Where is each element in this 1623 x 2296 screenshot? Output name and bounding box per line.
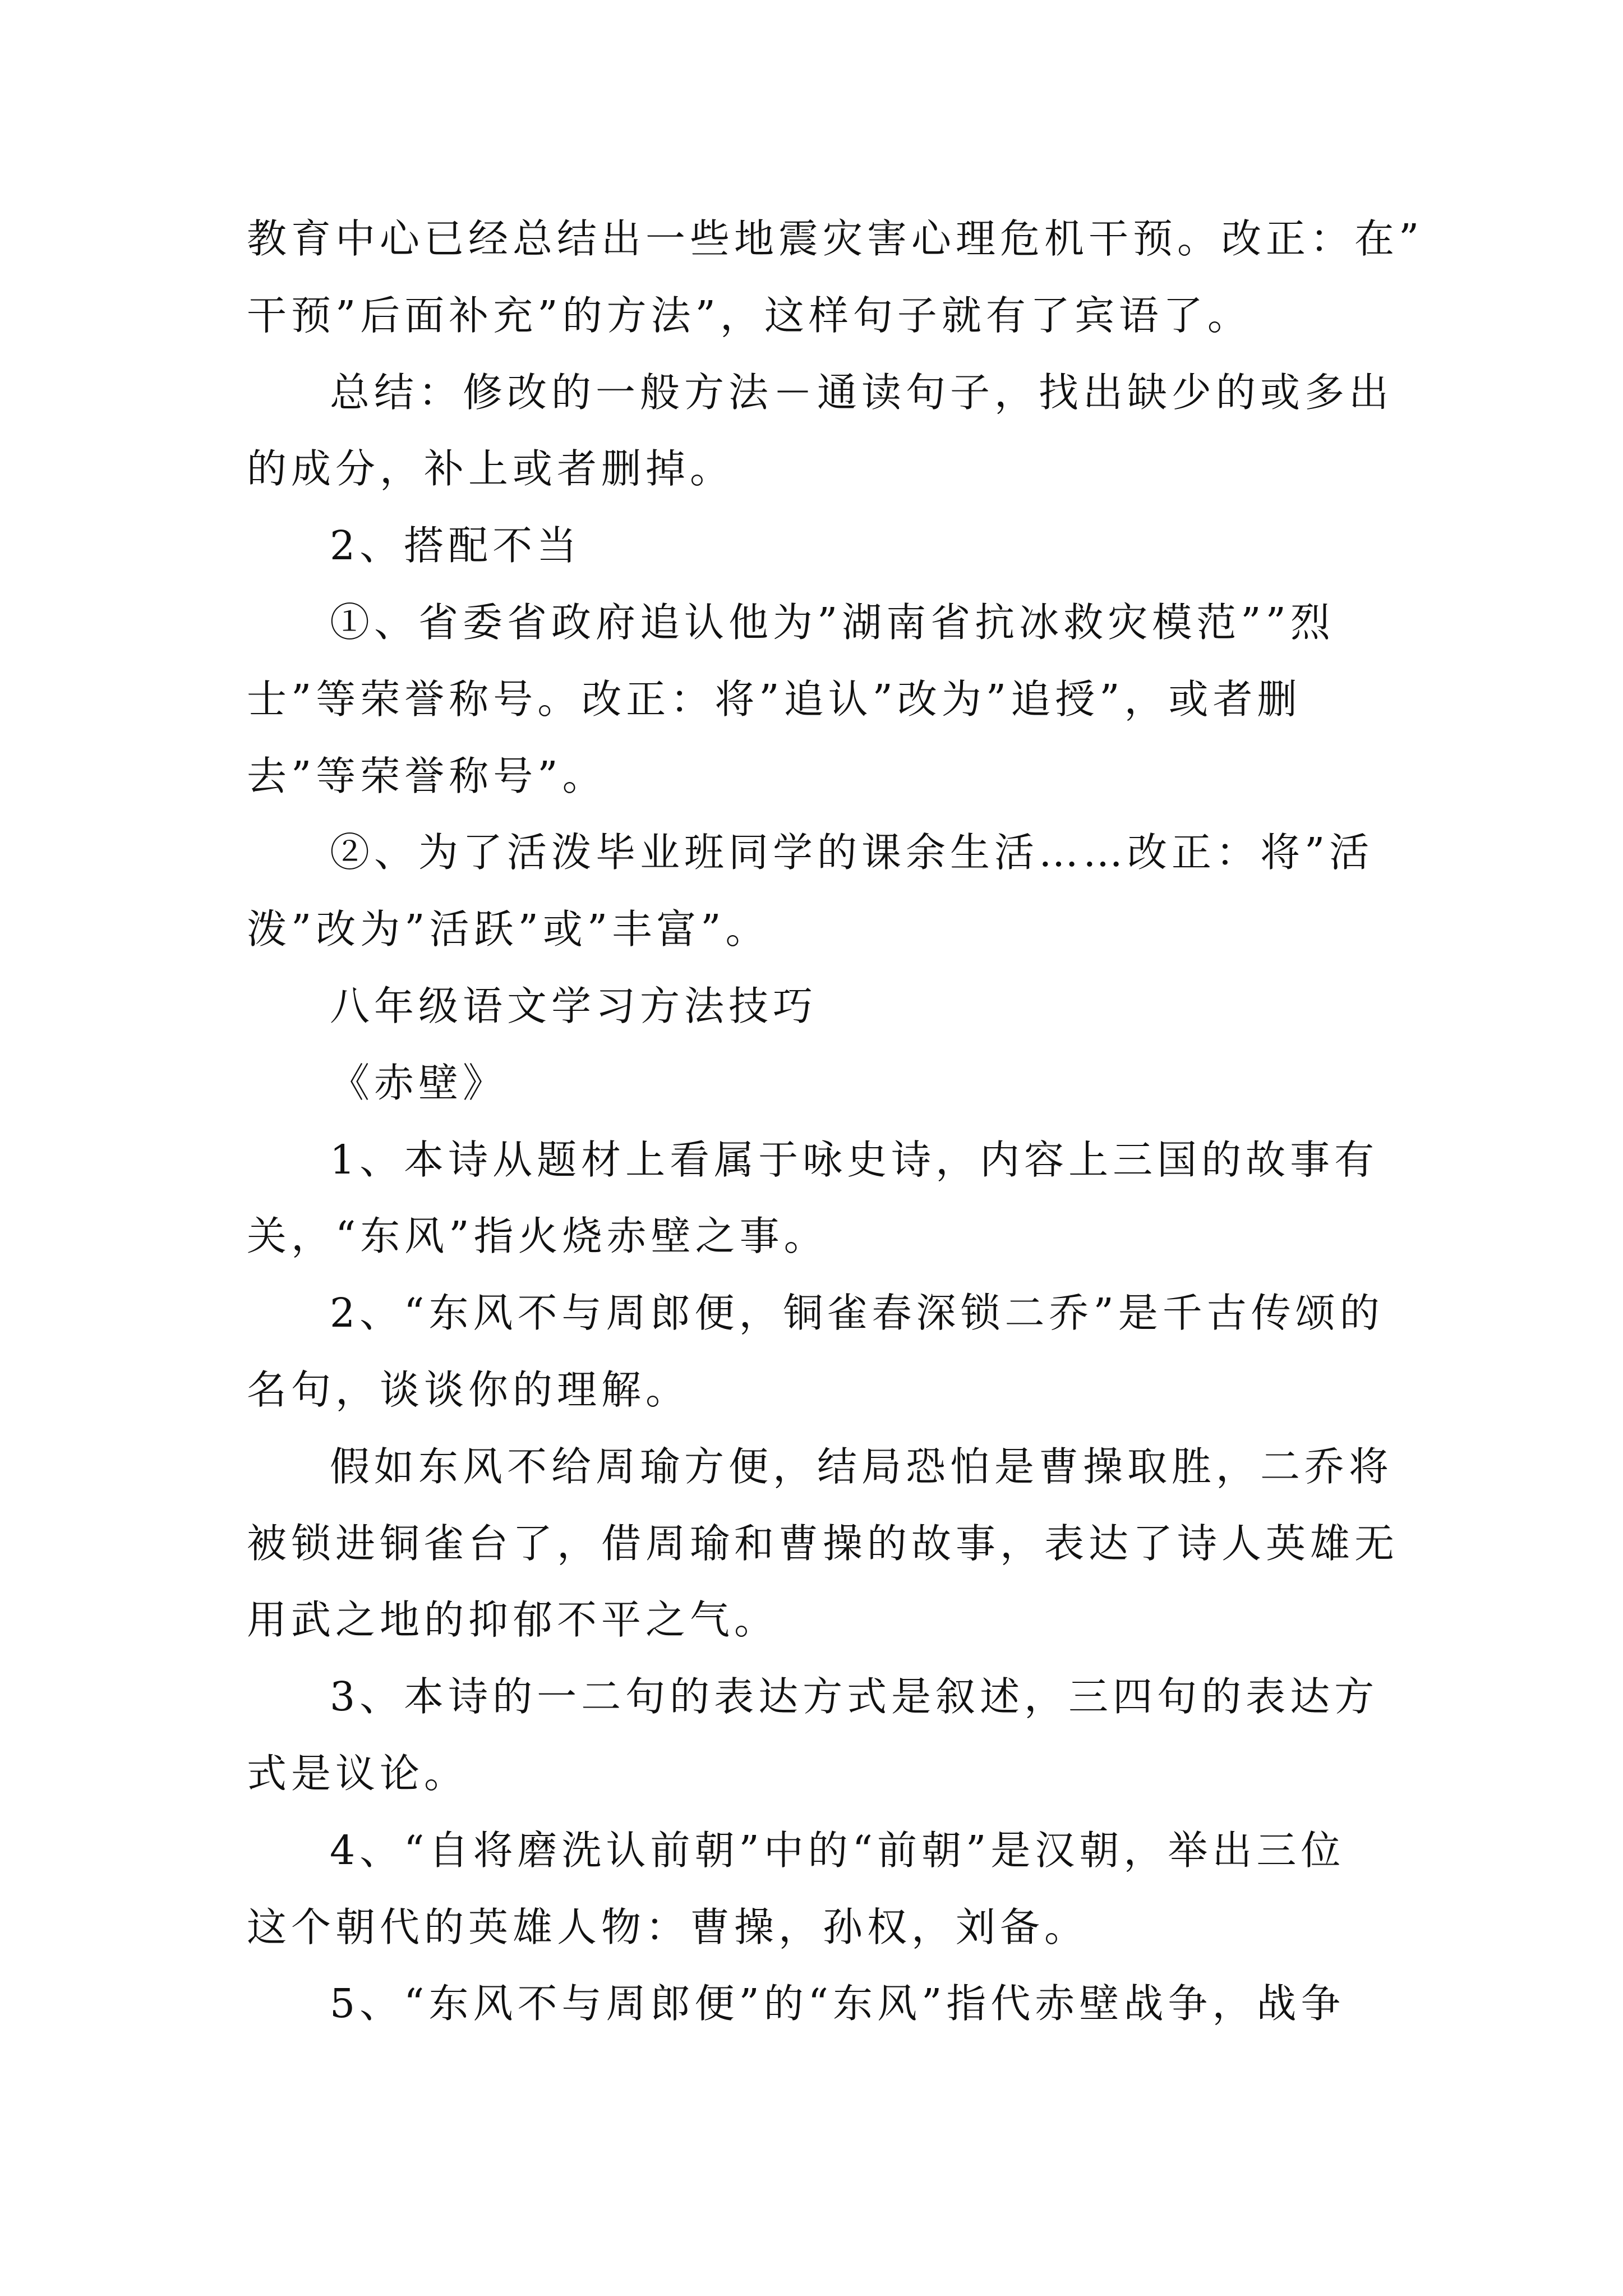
- text-line: 八年级语文学习方法技巧: [330, 982, 818, 1029]
- text-line: 关，“东风”指火烧赤壁之事。: [247, 1213, 828, 1260]
- text-line: ①、省委省政府追认他为”湖南省抗冰救灾模范””烈: [330, 599, 1335, 646]
- document-body: [247, 201, 1424, 2042]
- text-line: 名句，谈谈你的理解。: [247, 1366, 690, 1413]
- text-line: 士”等荣誉称号。改正：将”追认”改为”追授”，或者删: [247, 675, 1302, 723]
- text-line: 假如东风不给周瑜方便，结局恐怕是曹操取胜，二乔将: [330, 1443, 1394, 1490]
- text-line: 干预”后面补充”的方法”，这样句子就有了宾语了。: [247, 292, 1252, 339]
- text-line: ②、为了活泼毕业班同学的课余生活……改正：将”活: [330, 829, 1374, 876]
- text-line: 3、本诗的一二句的表达方式是叙述，三四句的表达方: [330, 1673, 1379, 1720]
- text-line: 5、“东风不与周郎便”的“东风”指代赤壁战争，战争: [330, 1980, 1345, 2027]
- text-line: 2、搭配不当: [330, 522, 582, 569]
- text-line: 用武之地的抑郁不平之气。: [247, 1596, 779, 1644]
- text-line: 总结：修改的一般方法－通读句子，找出缺少的或多出: [330, 369, 1394, 416]
- text-line: 4、“自将磨洗认前朝”中的“前朝”是汉朝，举出三位: [330, 1826, 1345, 1874]
- text-line: 2、“东风不与周郎便，铜雀春深锁二乔”是千古传颂的: [330, 1290, 1384, 1337]
- text-line: 这个朝代的英雄人物：曹操，孙权，刘备。: [247, 1903, 1089, 1950]
- text-line: 式是议论。: [247, 1750, 469, 1797]
- text-line: 1、本诗从题材上看属于咏史诗，内容上三国的故事有: [330, 1136, 1379, 1183]
- text-line: 去”等荣誉称号”。: [247, 752, 607, 799]
- text-line: 泼”改为”活跃”或”丰富”。: [247, 906, 770, 953]
- text-line: 《赤壁》: [330, 1059, 508, 1106]
- text-line: 被锁进铜雀台了，借周瑜和曹操的故事，表达了诗人英雄无: [247, 1520, 1399, 1567]
- text-line: 的成分，补上或者删掉。: [247, 445, 735, 493]
- text-line: 教育中心已经总结出一些地震灾害心理危机干预。改正：在”: [247, 215, 1424, 262]
